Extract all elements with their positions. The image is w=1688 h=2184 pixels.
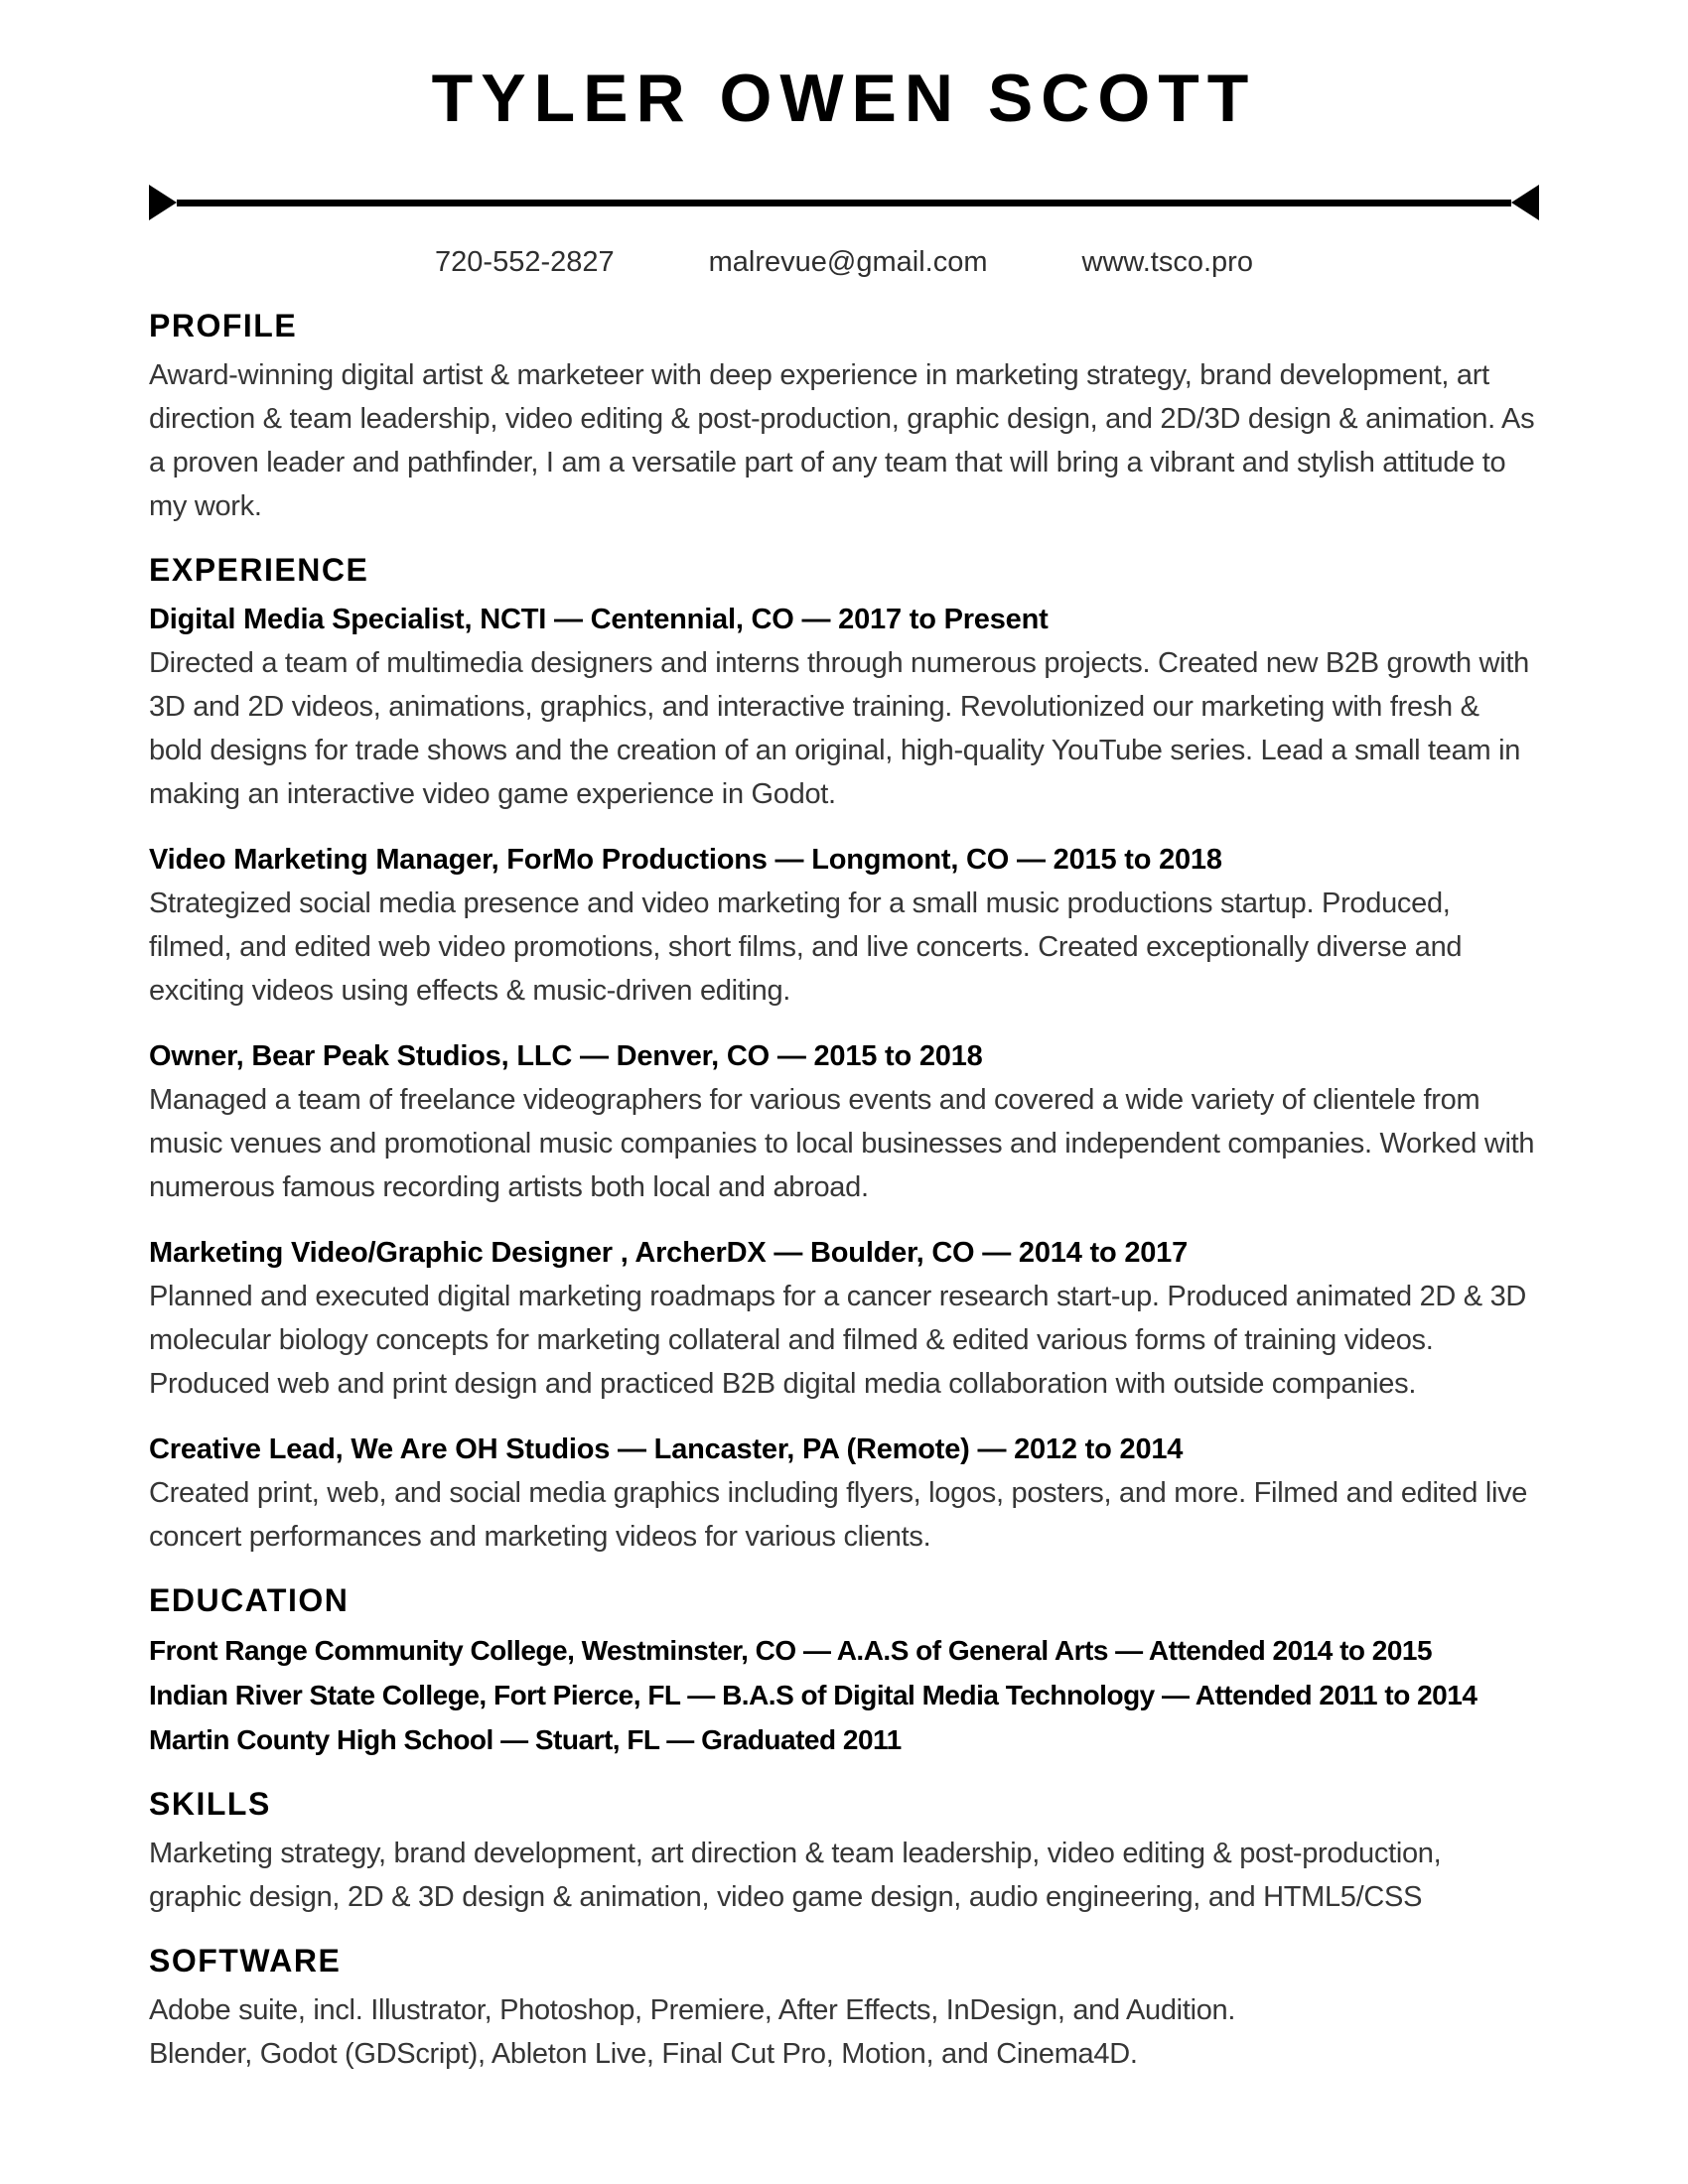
job-description: Created print, web, and social media graphics including flyers, logos, posters, and more. Filmed and edited live concert performances and marketing videos for various clients. <box>149 1477 1528 1553</box>
job-title: Creative Lead, We Are OH Studios — Lancaster, PA (Remote) — 2012 to 2014 <box>149 1433 1184 1465</box>
contact-row <box>149 240 1539 284</box>
job-entry <box>149 1034 1539 1209</box>
job-description: Managed a team of freelance videographers for various events and covered a wide variety of clientele from music venues and promotional music companies to local businesses and independent companies. Worked with numerous famous recording artists both local and abroad. <box>149 1084 1535 1203</box>
header-divider <box>149 185 1539 220</box>
page-title: TYLER OWEN SCOTT <box>431 61 1257 136</box>
education-entry: Martin County High School — Stuart, FL — Graduated 2011 <box>149 1724 902 1755</box>
contact-phone: 720-552-2827 <box>435 246 615 278</box>
software-section <box>149 1941 1539 2076</box>
job-title: Marketing Video/Graphic Designer , ArcherDX — Boulder, CO — 2014 to 2017 <box>149 1237 1189 1269</box>
contact-email: malrevue@gmail.com <box>708 246 988 278</box>
job-description: Planned and executed digital marketing roadmaps for a cancer research start-up. Produced animated 2D & 3D molecular biology concepts for marketing collateral and filmed & edited various forms of training videos. Produced web and print design and practiced B2B digital media collaboration with outside companies. <box>149 1281 1527 1400</box>
job-title: Video Marketing Manager, ForMo Productions — Longmont, CO — 2015 to 2018 <box>149 844 1222 876</box>
software-line: Blender, Godot (GDScript), Ableton Live, Final Cut Pro, Motion, and Cinema4D. <box>149 2038 1138 2070</box>
education-list <box>149 1628 1539 1762</box>
divider-left-pointing-arrow-icon <box>1511 185 1539 220</box>
job-title: Owner, Bear Peak Studios, LLC — Denver, CO — 2015 to 2018 <box>149 1040 983 1072</box>
skills-section <box>149 1784 1539 1919</box>
education-entry: Front Range Community College, Westminster, CO — A.A.S of General Arts — Attended 2014 to 2015 <box>149 1635 1433 1666</box>
software-heading: SOFTWARE <box>149 1943 342 1979</box>
divider-rule <box>177 200 1511 206</box>
job-entry <box>149 598 1539 816</box>
job-entry <box>149 1231 1539 1406</box>
education-section <box>149 1580 1539 1762</box>
education-entry: Indian River State College, Fort Pierce, FL — B.A.S of Digital Media Technology — Attended 2011 to 2014 <box>149 1680 1477 1710</box>
job-entry <box>149 1428 1539 1559</box>
job-entry <box>149 838 1539 1013</box>
job-description: Directed a team of multimedia designers and interns through numerous projects. Created new B2B growth with 3D and 2D videos, animations, graphics, and interactive training. Revolutionized our marketing with fresh & bold designs for trade shows and the creation of an original, high-quality YouTube series. Lead a small team in making an interactive video game experience in Godot. <box>149 647 1529 810</box>
experience-section <box>149 550 1539 1559</box>
profile-section <box>149 306 1539 528</box>
skills-heading: SKILLS <box>149 1786 271 1822</box>
software-line: Adobe suite, incl. Illustrator, Photoshop, Premiere, After Effects, InDesign, and Audition. <box>149 1994 1236 2026</box>
job-title: Digital Media Specialist, NCTI — Centennial, CO — 2017 to Present <box>149 604 1049 635</box>
profile-text: Award-winning digital artist & marketeer with deep experience in marketing strategy, brand development, art direction & team leadership, video editing & post-production, graphic design, and 2D/3D design & animation. As a proven leader and pathfinder, I am a versatile part of any team that will bring a vibrant and stylish attitude to my work. <box>149 359 1535 522</box>
education-heading: EDUCATION <box>149 1582 350 1618</box>
contact-website: www.tsco.pro <box>1081 246 1253 278</box>
profile-heading: PROFILE <box>149 308 298 343</box>
divider-right-pointing-arrow-icon <box>149 185 177 220</box>
job-description: Strategized social media presence and video marketing for a small music productions startup. Produced, filmed, and edited web video promotions, short films, and live concerts. Created exceptionally diverse and exciting videos using effects & music-driven editing. <box>149 887 1463 1007</box>
experience-heading: EXPERIENCE <box>149 552 369 588</box>
skills-text: Marketing strategy, brand development, art direction & team leadership, video editing & post-production, graphic design, 2D & 3D design & animation, video game design, audio engineering, and HTML5/CSS <box>149 1838 1442 1913</box>
